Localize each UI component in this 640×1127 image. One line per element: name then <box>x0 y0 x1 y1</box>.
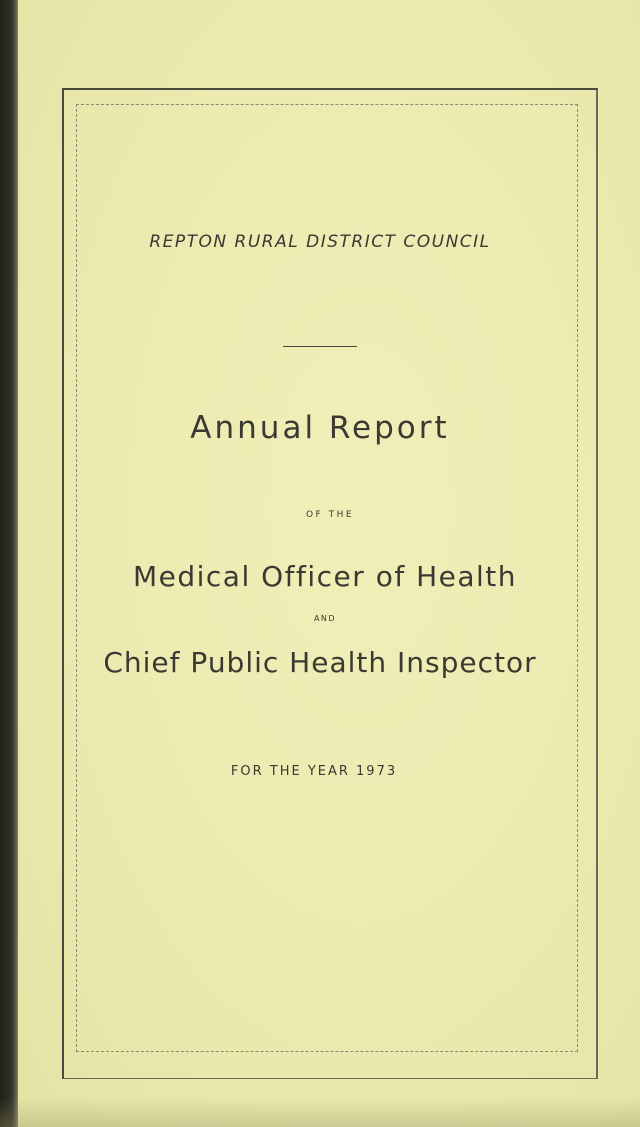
medical-officer-heading: Medical Officer of Health <box>132 560 518 593</box>
of-the-label: OF THE <box>305 510 355 520</box>
report-year: FOR THE YEAR 1973 <box>230 764 398 779</box>
divider-rule <box>283 346 357 347</box>
inspector-heading: Chief Public Health Inspector <box>103 646 537 679</box>
and-label: AND <box>313 614 337 623</box>
report-title: Annual Report <box>190 410 450 446</box>
page-bottom-shadow <box>0 1097 640 1127</box>
council-name: REPTON RURAL DISTRICT COUNCIL <box>149 232 491 252</box>
